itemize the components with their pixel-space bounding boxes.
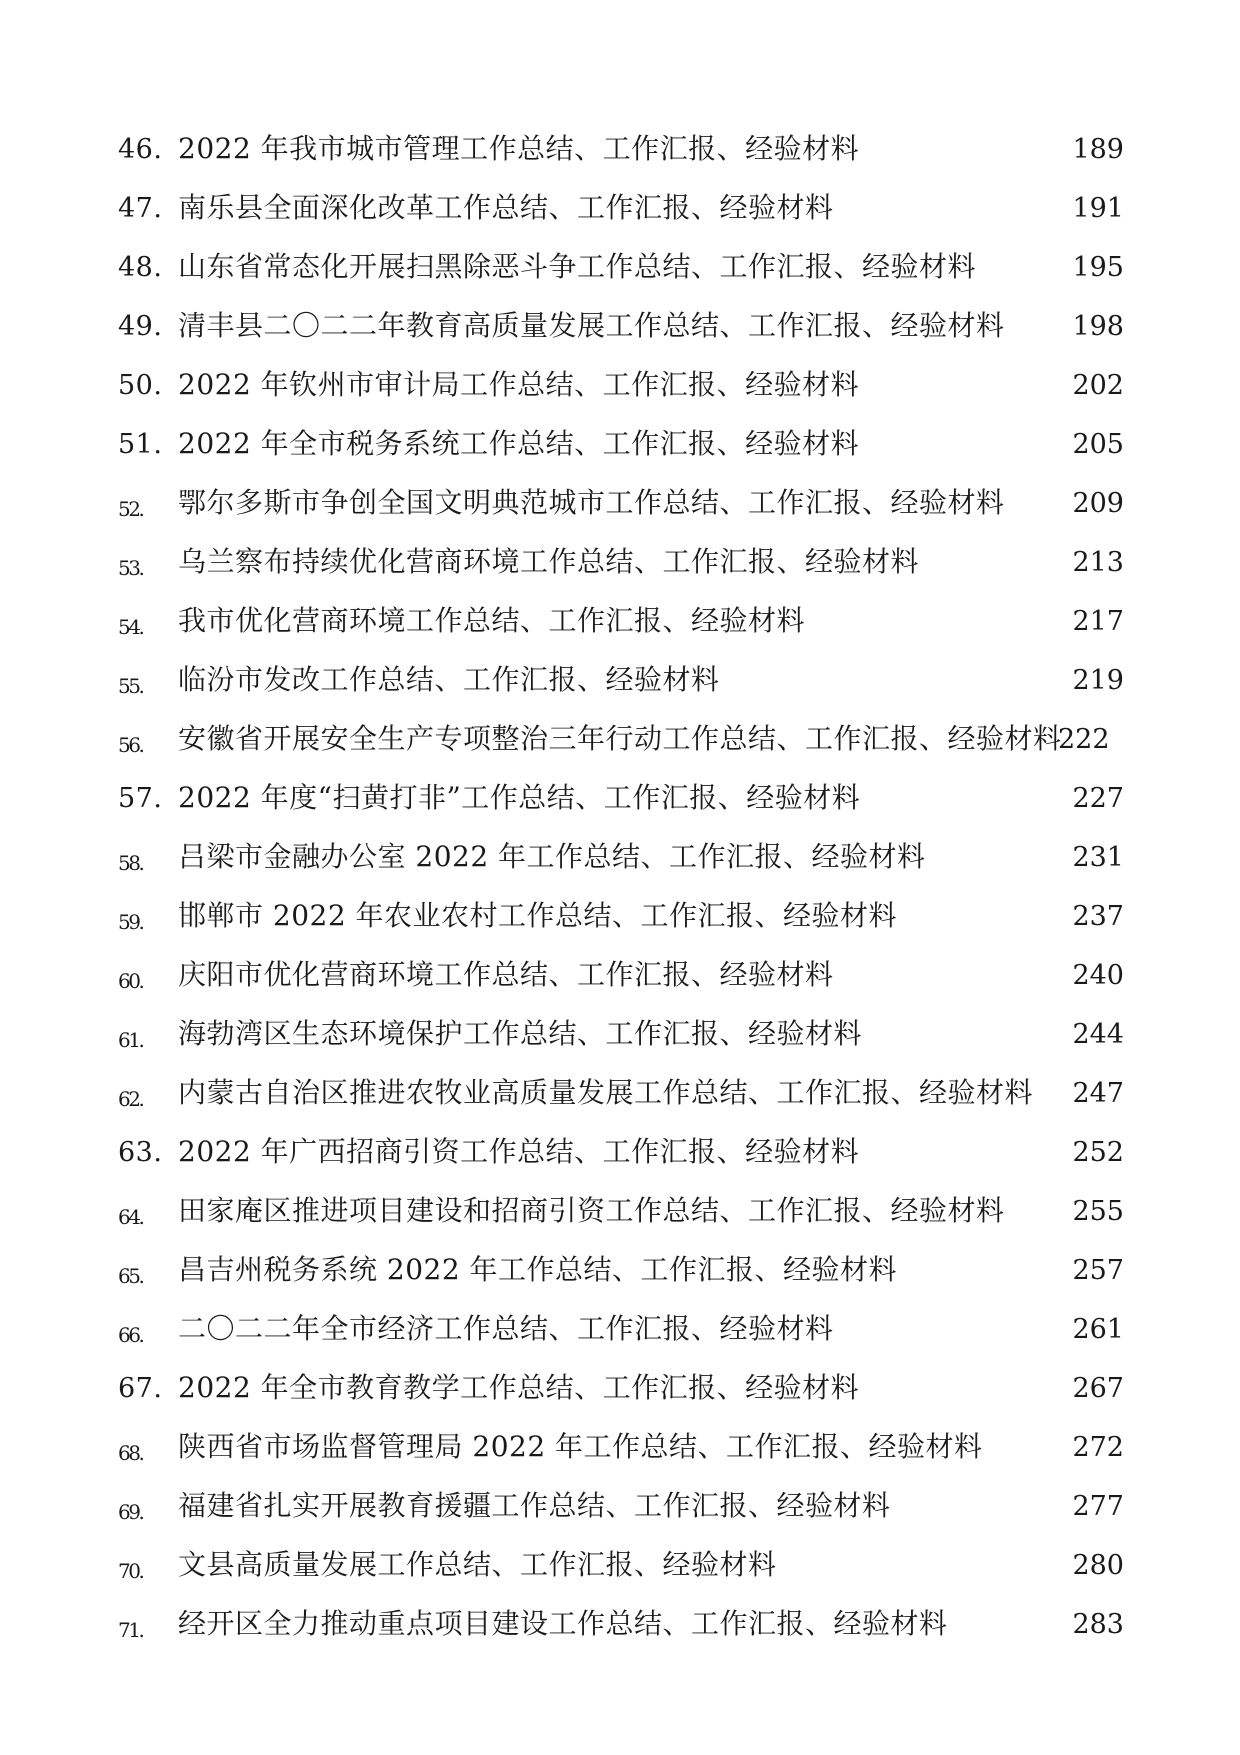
toc-entry[interactable] bbox=[0, 1425, 1240, 1484]
toc-entry-title: 清丰县二〇二二年教育高质量发展工作总结、工作汇报、经验材料 bbox=[178, 309, 1005, 342]
toc-entry-number: 62. bbox=[118, 1087, 143, 1111]
toc-entry-title: 邯郸市 2022 年农业农村工作总结、工作汇报、经验材料 bbox=[178, 899, 898, 932]
toc-entry-title: 陕西省市场监督管理局 2022 年工作总结、工作汇报、经验材料 bbox=[178, 1430, 983, 1463]
toc-entry[interactable] bbox=[0, 1366, 1240, 1425]
toc-entry[interactable] bbox=[0, 540, 1240, 599]
toc-entry-page: 237 bbox=[1072, 901, 1124, 932]
toc-entry-number: 67. bbox=[118, 1373, 163, 1404]
toc-entry-number: 64. bbox=[118, 1205, 143, 1229]
toc-entry-number: 46. bbox=[118, 134, 163, 165]
toc-entry-title: 乌兰察布持续优化营商环境工作总结、工作汇报、经验材料 bbox=[178, 545, 920, 578]
toc-entry[interactable] bbox=[0, 481, 1240, 540]
toc-entry-title: 吕梁市金融办公室 2022 年工作总结、工作汇报、经验材料 bbox=[178, 840, 926, 873]
toc-entry[interactable] bbox=[0, 304, 1240, 363]
toc-entry-number: 59. bbox=[118, 910, 143, 934]
toc-entry-page: 257 bbox=[1072, 1255, 1124, 1286]
toc-entry-page: 227 bbox=[1072, 783, 1124, 814]
toc-entry-title: 2022 年钦州市审计局工作总结、工作汇报、经验材料 bbox=[178, 368, 860, 401]
toc-entry[interactable] bbox=[0, 599, 1240, 658]
toc-entry-title: 2022 年我市城市管理工作总结、工作汇报、经验材料 bbox=[178, 132, 860, 165]
toc-entry-title: 2022 年全市税务系统工作总结、工作汇报、经验材料 bbox=[178, 427, 860, 460]
toc-entry-page: 272 bbox=[1072, 1432, 1124, 1463]
toc-entry-page: 252 bbox=[1072, 1137, 1124, 1168]
toc-entry-page: 189 bbox=[1072, 134, 1124, 165]
toc-entry-page: 267 bbox=[1072, 1373, 1124, 1404]
toc-entry[interactable] bbox=[0, 186, 1240, 245]
toc-entry-page: 217 bbox=[1072, 606, 1124, 637]
toc-entry-page: 283 bbox=[1072, 1609, 1124, 1640]
toc-entry-title: 临汾市发改工作总结、工作汇报、经验材料 bbox=[178, 663, 720, 696]
toc-entry-title: 南乐县全面深化改革工作总结、工作汇报、经验材料 bbox=[178, 191, 834, 224]
toc-entry-page: 247 bbox=[1072, 1078, 1124, 1109]
toc-entry-page: 198 bbox=[1072, 311, 1124, 342]
toc-entry-page: 205 bbox=[1072, 429, 1124, 460]
toc-entry-number: 49. bbox=[118, 311, 163, 342]
toc-entry[interactable] bbox=[0, 953, 1240, 1012]
toc-entry-page: 255 bbox=[1072, 1196, 1124, 1227]
toc-entry-number: 68. bbox=[118, 1441, 143, 1465]
table-of-contents bbox=[0, 127, 1240, 1661]
toc-entry-title: 内蒙古自治区推进农牧业高质量发展工作总结、工作汇报、经验材料 bbox=[178, 1076, 1034, 1109]
toc-entry-number: 66. bbox=[118, 1323, 143, 1347]
toc-entry-page: 277 bbox=[1072, 1491, 1124, 1522]
toc-entry[interactable] bbox=[0, 245, 1240, 304]
toc-entry-page: 202 bbox=[1072, 370, 1124, 401]
toc-entry-page: 280 bbox=[1072, 1550, 1124, 1581]
toc-entry-number: 54. bbox=[118, 615, 143, 639]
toc-entry-number: 69. bbox=[118, 1500, 143, 1524]
toc-entry-title: 经开区全力推动重点项目建设工作总结、工作汇报、经验材料 bbox=[178, 1607, 948, 1640]
toc-entry-title: 2022 年全市教育教学工作总结、工作汇报、经验材料 bbox=[178, 1371, 860, 1404]
toc-entry-number: 65. bbox=[118, 1264, 143, 1288]
toc-entry[interactable] bbox=[0, 1484, 1240, 1543]
toc-entry-title: 福建省扎实开展教育援疆工作总结、工作汇报、经验材料 bbox=[178, 1489, 891, 1522]
toc-entry-title: 二〇二二年全市经济工作总结、工作汇报、经验材料 bbox=[178, 1312, 834, 1345]
toc-entry-page: 222 bbox=[1058, 724, 1110, 755]
toc-entry-number: 61. bbox=[118, 1028, 143, 1052]
toc-entry-page: 191 bbox=[1072, 193, 1124, 224]
toc-entry-page: 261 bbox=[1072, 1314, 1124, 1345]
toc-entry[interactable] bbox=[0, 1602, 1240, 1661]
toc-entry-number: 53. bbox=[118, 556, 143, 580]
toc-entry-number: 63. bbox=[118, 1137, 163, 1168]
toc-entry[interactable] bbox=[0, 1189, 1240, 1248]
toc-entry-number: 52. bbox=[118, 497, 143, 521]
toc-entry-number: 55. bbox=[118, 674, 143, 698]
toc-entry-page: 213 bbox=[1072, 547, 1124, 578]
toc-entry-page: 231 bbox=[1072, 842, 1124, 873]
toc-entry-number: 56. bbox=[118, 733, 143, 757]
toc-entry-page: 219 bbox=[1072, 665, 1124, 696]
toc-entry-title: 2022 年度“扫黄打非”工作总结、工作汇报、经验材料 bbox=[178, 781, 861, 814]
toc-entry[interactable] bbox=[0, 1012, 1240, 1071]
toc-entry[interactable] bbox=[0, 1543, 1240, 1602]
toc-entry-page: 244 bbox=[1072, 1019, 1124, 1050]
toc-entry-title: 庆阳市优化营商环境工作总结、工作汇报、经验材料 bbox=[178, 958, 834, 991]
toc-entry-title: 安徽省开展安全生产专项整治三年行动工作总结、工作汇报、经验材料 bbox=[178, 722, 1062, 755]
toc-entry[interactable] bbox=[0, 127, 1240, 186]
toc-entry[interactable] bbox=[0, 363, 1240, 422]
toc-entry-number: 57. bbox=[118, 783, 163, 814]
toc-entry-title: 山东省常态化开展扫黑除恶斗争工作总结、工作汇报、经验材料 bbox=[178, 250, 977, 283]
toc-entry[interactable] bbox=[0, 776, 1240, 835]
toc-entry[interactable] bbox=[0, 658, 1240, 717]
toc-entry[interactable] bbox=[0, 894, 1240, 953]
toc-entry-number: 60. bbox=[118, 969, 143, 993]
toc-entry-number: 71. bbox=[118, 1618, 143, 1642]
toc-entry[interactable] bbox=[0, 422, 1240, 481]
toc-entry[interactable] bbox=[0, 717, 1240, 776]
toc-entry[interactable] bbox=[0, 1130, 1240, 1189]
toc-entry-number: 51. bbox=[118, 429, 163, 460]
toc-entry[interactable] bbox=[0, 1071, 1240, 1130]
toc-entry-title: 鄂尔多斯市争创全国文明典范城市工作总结、工作汇报、经验材料 bbox=[178, 486, 1005, 519]
toc-entry[interactable] bbox=[0, 1307, 1240, 1366]
toc-entry-title: 田家庵区推进项目建设和招商引资工作总结、工作汇报、经验材料 bbox=[178, 1194, 1005, 1227]
toc-entry-title: 海勃湾区生态环境保护工作总结、工作汇报、经验材料 bbox=[178, 1017, 863, 1050]
toc-entry-number: 48. bbox=[118, 252, 163, 283]
toc-entry-number: 70. bbox=[118, 1559, 143, 1583]
toc-entry-number: 58. bbox=[118, 851, 143, 875]
toc-entry[interactable] bbox=[0, 835, 1240, 894]
toc-entry-title: 昌吉州税务系统 2022 年工作总结、工作汇报、经验材料 bbox=[178, 1253, 898, 1286]
toc-entry-title: 2022 年广西招商引资工作总结、工作汇报、经验材料 bbox=[178, 1135, 860, 1168]
toc-entry-page: 209 bbox=[1072, 488, 1124, 519]
toc-entry-page: 240 bbox=[1072, 960, 1124, 991]
toc-entry-page: 195 bbox=[1072, 252, 1124, 283]
toc-entry-title: 我市优化营商环境工作总结、工作汇报、经验材料 bbox=[178, 604, 806, 637]
toc-entry-title: 文县高质量发展工作总结、工作汇报、经验材料 bbox=[178, 1548, 777, 1581]
toc-entry-number: 50. bbox=[118, 370, 163, 401]
toc-entry-number: 47. bbox=[118, 193, 163, 224]
toc-entry[interactable] bbox=[0, 1248, 1240, 1307]
